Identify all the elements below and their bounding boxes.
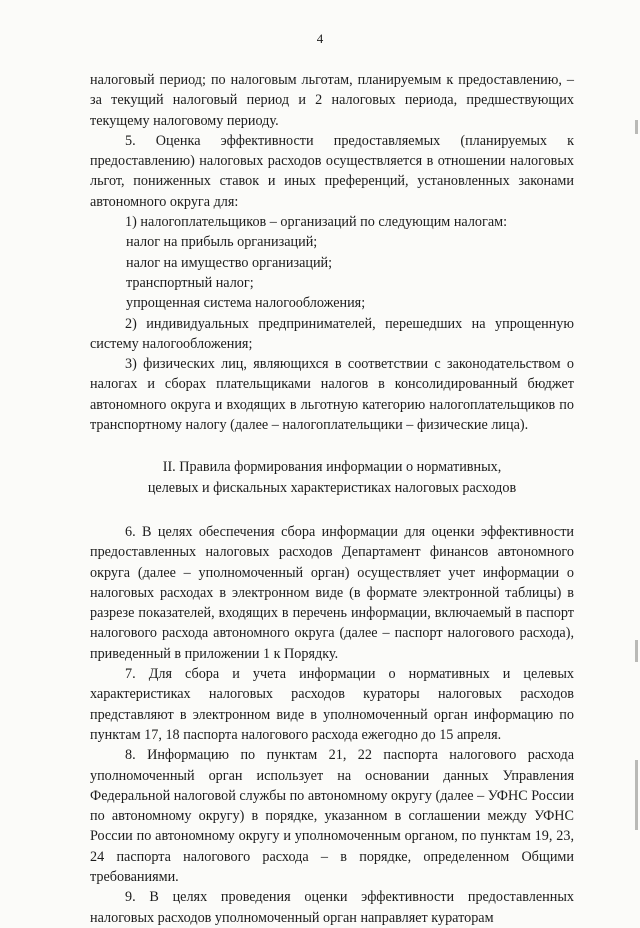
section-heading-line: целевых и фискальных характеристиках налоговых расходов bbox=[147, 479, 517, 496]
paragraph-item-5: 5. Оценка эффективности предоставляемых (планируемых к предоставлению) налоговых расходов осуществляется в отношении налоговых льгот, пониженных ставок и иных преференций, установленных законами автономного округа для: bbox=[90, 132, 574, 210]
scan-edge-mark bbox=[635, 640, 638, 662]
paragraph-item-7: 7. Для сбора и учета информации о нормативных и целевых характеристиках налоговых расходов кураторы налоговых расходов представляют в электронном виде в уполномоченный орган информацию по пунктам 17, 18 паспорта налогового расхода ежегодно до 15 апреля. bbox=[90, 666, 574, 743]
list-item-entrepreneurs: 2) индивидуальных предпринимателей, перешедших на упрощенную систему налогообложения; bbox=[90, 315, 574, 352]
paragraph-item-6: 6. В целях обеспечения сбора информации для оценки эффективности предоставленных налоговых расходов Департамент финансов автономного округа (далее – уполномоченный орган) осуществляет учет информации о налоговых расходах в электронном виде (в формате электронной таблицы) в разрезе показателей, входящих в перечень информации, включаемый в паспорт налогового расхода автономного округа (далее – паспорт налогового расхода), приведенный в приложении 1 к Порядку. bbox=[90, 523, 574, 662]
list-item-organizations: 1) налогоплательщиков – организаций по следующим налогам: bbox=[125, 214, 508, 231]
list-item-tax: транспортный налог; bbox=[126, 274, 254, 291]
paragraph-item-8: 8. Информацию по пунктам 21, 22 паспорта налогового расхода уполномоченный орган использует на основании данных Управления Федеральной налоговой службы по автономному округу (далее – УФНС России по автономному округу) в порядке, указанном в соглашении между УФНС России по автономному округу и уполномоченным органом, по пунктам 19, 23, 24 паспорта налогового расхода – в порядке, определенном Общими требованиями. bbox=[90, 747, 574, 885]
scan-edge-mark bbox=[635, 760, 638, 830]
paragraph-group-after bbox=[90, 522, 574, 928]
paragraph: налоговый период; по налоговым льготам, планируемым к предоставлению, – за текущий налоговый период и 2 налоговых периода, предшествующих текущему налоговому периоду. bbox=[90, 72, 574, 129]
list-item-tax: налог на имущество организаций; bbox=[126, 254, 333, 271]
paragraph-item-9: 9. В целях проведения оценки эффективности предоставленных налоговых расходов уполномоченный орган направляет кураторам bbox=[90, 889, 574, 926]
list-item-tax: налог на прибыль организаций; bbox=[126, 234, 318, 251]
list-item-tax: упрощенная система налогообложения; bbox=[126, 295, 366, 312]
scan-edge-mark bbox=[635, 120, 638, 134]
paragraph-group-before bbox=[90, 70, 574, 435]
document-body bbox=[90, 70, 574, 928]
section-heading bbox=[90, 457, 574, 498]
page-number: 4 bbox=[316, 31, 324, 46]
section-heading-line: II. Правила формирования информации о нормативных, bbox=[162, 459, 502, 476]
list-item-individuals: 3) физических лиц, являющихся в соответствии с законодательством о налогах и сборах плательщиками налогов в консолидированный бюджет автономного округа и входящих в льготную категорию налогоплательщиков по транспортному налогу (далее – налогоплательщики – физические лица). bbox=[90, 356, 574, 434]
